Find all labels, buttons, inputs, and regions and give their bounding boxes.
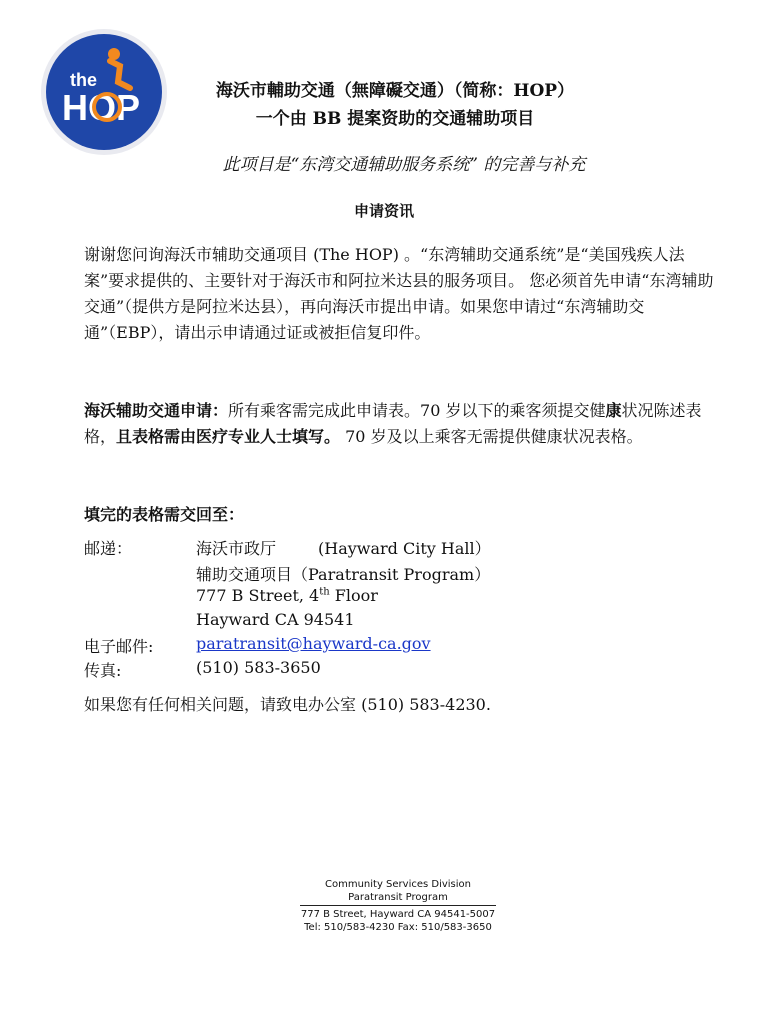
city-hall-en: (Hayward City Hall） [318, 539, 491, 558]
mail-line-3 [196, 586, 378, 605]
footer-bottom [300, 908, 496, 934]
footer-divider [300, 905, 496, 906]
footer-address: 777 B Street, Hayward CA 94541-5007 [300, 909, 496, 920]
section-heading: 申请资讯 [353, 202, 414, 220]
intro-paragraph: 谢谢您问询海沃市辅助交通项目 (The HOP) 。“东湾辅助交通系统”是“美国残疾人法案”要求提供的、主要针对于海沃市和阿拉米达县的服务项目。 您必须首先申请“东湾辅助交通”（提供方是阿拉米达县），再向海沃市提出申请。如果您申请过“东湾辅助交通”（EBP），请出示申请通过证或被拒信复印件。 [84, 245, 714, 342]
requirements-paragraph [84, 398, 716, 450]
mail-line-4: Hayward CA 94541 [196, 610, 355, 629]
floor-text: Floor [329, 586, 378, 605]
return-heading: 填完的表格需交回至： [84, 505, 245, 524]
footer-top [300, 878, 496, 904]
email-link[interactable]: paratransit@hayward-ca.gov [196, 634, 431, 653]
requirements-text-2: 状况陈述表格， [84, 401, 702, 446]
logo-text-the: the [70, 70, 97, 90]
requirements-bold-1: 海沃辅助交通申请： [84, 401, 229, 420]
floor-suffix: th [319, 586, 330, 598]
closing-text: 如果您有任何相关问题，请致电办公室 (510) 583-4230. [84, 695, 491, 714]
requirements-bold-2: 康 [605, 401, 622, 420]
requirements-text-3: 70 岁及以上乘客无需提供健康状况表格。 [340, 427, 643, 446]
fax-label: 传真: [84, 661, 122, 680]
fax-value: (510) 583-3650 [196, 658, 321, 677]
mail-line-1 [196, 536, 491, 559]
footer-division: Community Services Division [324, 879, 472, 890]
title-line-1: 海沃市輔助交通（無障礙交通）（简称：HOP） [215, 81, 575, 101]
mail-label: 邮递： [84, 539, 133, 558]
logo-text-hop: HOP [62, 87, 141, 128]
footer-program: Paratransit Program [348, 892, 448, 903]
hop-logo [40, 28, 168, 156]
city-hall-cn: 海沃市政厅 [196, 539, 277, 558]
email-label: 电子邮件: [84, 637, 154, 656]
requirements-text-1: 所有乘客需完成此申请表。70 岁以下的乘客须提交健 [228, 401, 606, 420]
footer-phone: Tel: 510/583-4230 Fax: 510/583-3650 [304, 922, 492, 933]
requirements-bold-3: 且表格需由医疗专业人士填写。 [116, 427, 341, 446]
title-line-2: 一个由 BB 提案资助的交通辅助项目 [255, 109, 535, 129]
mail-line-2: 辅助交通项目（Paratransit Program） [196, 565, 491, 584]
street-text: 777 B Street, 4 [196, 586, 320, 605]
subtitle: 此项目是“东湾交通辅助服务系统” 的完善与补充 [222, 155, 586, 175]
